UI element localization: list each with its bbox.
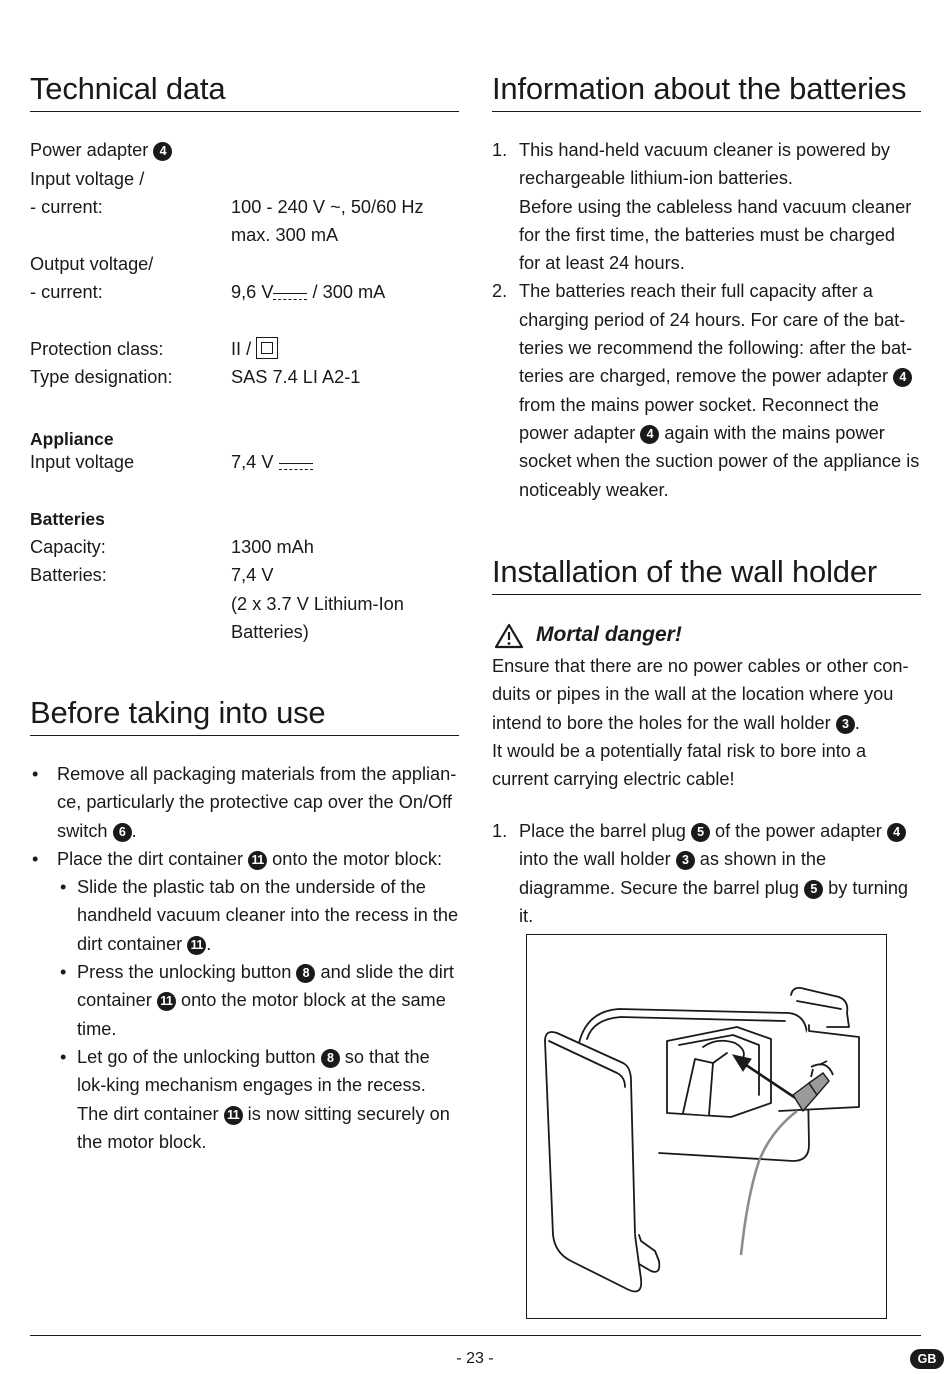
list-item-text: .: [206, 933, 212, 954]
ref-number-badge: 5: [691, 823, 710, 842]
type-designation-label: Type designation:: [30, 367, 173, 387]
warning-text-part: Ensure that there are no power cables or other con-duits or pipes in the wall at the location where you intend to bore the holes for the wall holder: [492, 656, 909, 733]
list-item-text: again with the mains power socket when the suction power of the appliance is noticeably weaker.: [519, 422, 920, 500]
warning-text: [492, 652, 921, 793]
list-item: [492, 277, 921, 503]
ref-number-badge: 3: [836, 715, 855, 734]
protection-class-row: [30, 335, 459, 363]
batteries-info-heading: Information about the batteries: [492, 70, 921, 112]
before-use-heading: Before taking into use: [30, 694, 459, 736]
page-number: - 23 -: [456, 1350, 494, 1367]
list-item-text: onto the motor block:: [272, 848, 442, 869]
list-item: [492, 817, 921, 930]
language-badge: GB: [910, 1349, 944, 1369]
batteries-row: [30, 561, 459, 589]
appliance-input-label: Input voltage: [30, 452, 135, 472]
batteries-row-2: [30, 590, 459, 618]
list-item-text: by turning it.: [519, 877, 909, 926]
power-adapter-row: [30, 136, 459, 164]
list-item-text: The dirt container: [77, 1103, 219, 1124]
ref-number-badge: 4: [887, 823, 906, 842]
warning-triangle-icon: [494, 623, 524, 649]
protection-class-value: II /: [231, 339, 252, 359]
list-item-text: Slide the plastic tab on the underside of the handheld vacuum cleaner into the recess in the dirt container: [77, 877, 459, 954]
list-number: 2.: [492, 281, 508, 302]
ref-number-badge: 11: [224, 1106, 243, 1125]
capacity-label: Capacity:: [30, 537, 106, 557]
batteries-heading: Batteries: [30, 509, 105, 529]
type-designation-row: [30, 363, 459, 391]
dc-symbol-icon: [273, 284, 307, 304]
output-current-label: - current:: [30, 282, 103, 302]
list-item: [492, 136, 921, 277]
list-item: [30, 760, 459, 845]
input-current-row-2: [30, 221, 459, 249]
ref-number-badge: 5: [804, 880, 823, 899]
appliance-input-value: 7,4 V: [231, 452, 274, 472]
ref-number-badge: 4: [893, 368, 912, 387]
list-item-text: Remove all packaging materials from the applian-ce, particularly the protective cap over the On/Off switch: [57, 764, 457, 841]
list-item-text: This hand-held vacuum cleaner is powered by rechargeable lithium-ion batteries.: [519, 140, 891, 189]
batteries-row-3: [30, 618, 459, 646]
list-item-text: as shown in the diagramme. Secure the barrel plug: [519, 849, 827, 898]
wall-holder-illustration: [526, 934, 887, 1319]
list-item-text: Place the dirt container: [57, 848, 244, 869]
list-item-text: The batteries reach their full capacity after a charging period of 24 hours. For care of the bat-teries we recommend the following: after the bat-teries are charged, remove the power adapter: [519, 281, 913, 387]
capacity-row: [30, 533, 459, 561]
list-item: [30, 845, 459, 1156]
type-designation-value: SAS 7.4 LI A2-1: [231, 367, 361, 387]
batteries-value-3: Batteries): [231, 622, 309, 642]
list-item-text: is now sitting securely on the motor block.: [77, 1103, 450, 1152]
input-current-value: 100 - 240 V ~, 50/60 Hz: [231, 197, 424, 217]
warning-title: Mortal danger!: [536, 623, 682, 646]
ref-number-badge: 4: [153, 142, 172, 161]
wall-holder-heading: Installation of the wall holder: [492, 553, 921, 595]
power-adapter-label: Power adapter: [30, 140, 149, 160]
input-voltage-row: [30, 165, 459, 193]
output-current-row: [30, 278, 459, 306]
output-current-value: / 300 mA: [312, 282, 386, 302]
warning-text-part: .: [854, 712, 860, 733]
batteries-value-2: (2 x 3.7 V Lithium-Ion: [231, 594, 404, 614]
list-number: 1.: [492, 821, 508, 841]
ref-number-badge: 6: [113, 823, 132, 842]
list-number: 1.: [492, 140, 508, 160]
list-item-text: into the wall holder: [519, 849, 671, 870]
wall-holder-drawing-icon: [527, 935, 886, 1318]
ref-number-badge: 8: [296, 964, 315, 983]
dc-symbol-icon: [279, 454, 313, 474]
output-voltage-row: [30, 250, 459, 278]
output-voltage-value: 9,6 V: [231, 282, 274, 302]
batteries-info-list: [492, 136, 921, 504]
list-item-text: of the power adapter: [714, 821, 882, 841]
list-item-text: onto the motor block at the same time.: [77, 990, 446, 1039]
sub-list: [57, 873, 459, 1156]
warning-text-part: It would be a potentially fatal risk to bore into a current carrying electric cable!: [492, 740, 867, 790]
list-item-text: Place the barrel plug: [519, 821, 686, 841]
ref-number-badge: 3: [676, 851, 695, 870]
ref-number-badge: 4: [640, 425, 659, 444]
ref-number-badge: 11: [248, 851, 267, 870]
double-insulation-icon: [256, 337, 278, 359]
list-item-text: and slide the dirt container: [77, 962, 454, 1011]
batteries-value: 7,4 V: [231, 565, 274, 585]
technical-data-heading: Technical data: [30, 70, 459, 112]
list-item-text: Press the unlocking button: [77, 962, 292, 983]
list-item-text: so that the lok-king mechanism engages in the recess.: [77, 1046, 430, 1096]
sub-list-item: [57, 873, 459, 958]
sub-list-item: [57, 958, 459, 1043]
list-item-text: .: [131, 820, 137, 841]
sub-list-item: [57, 1043, 459, 1156]
input-current-row: [30, 193, 459, 221]
footer-divider: [30, 1335, 921, 1336]
ref-number-badge: 11: [157, 992, 176, 1011]
list-item-text: Before using the cableless hand vacuum cleaner for the first time, the batteries must be charged for at least 24 hours.: [519, 196, 912, 274]
output-voltage-label: Output voltage/: [30, 254, 154, 274]
protection-class-label: Protection class:: [30, 339, 164, 359]
ref-number-badge: 11: [187, 936, 206, 955]
before-use-list: [30, 760, 459, 1156]
batteries-label: Batteries:: [30, 565, 107, 585]
input-voltage-label: Input voltage /: [30, 169, 145, 189]
ref-number-badge: 8: [321, 1049, 340, 1068]
list-item-text: Let go of the unlocking button: [77, 1046, 316, 1067]
appliance-input-row: [30, 448, 459, 476]
appliance-heading: Appliance: [30, 429, 114, 449]
input-current-label: - current:: [30, 197, 103, 217]
wall-holder-steps: [492, 817, 921, 930]
input-current-max: max. 300 mA: [231, 225, 339, 245]
list-item-text: from the mains power socket. Reconnect the power adapter: [519, 394, 879, 443]
capacity-value: 1300 mAh: [231, 537, 314, 557]
